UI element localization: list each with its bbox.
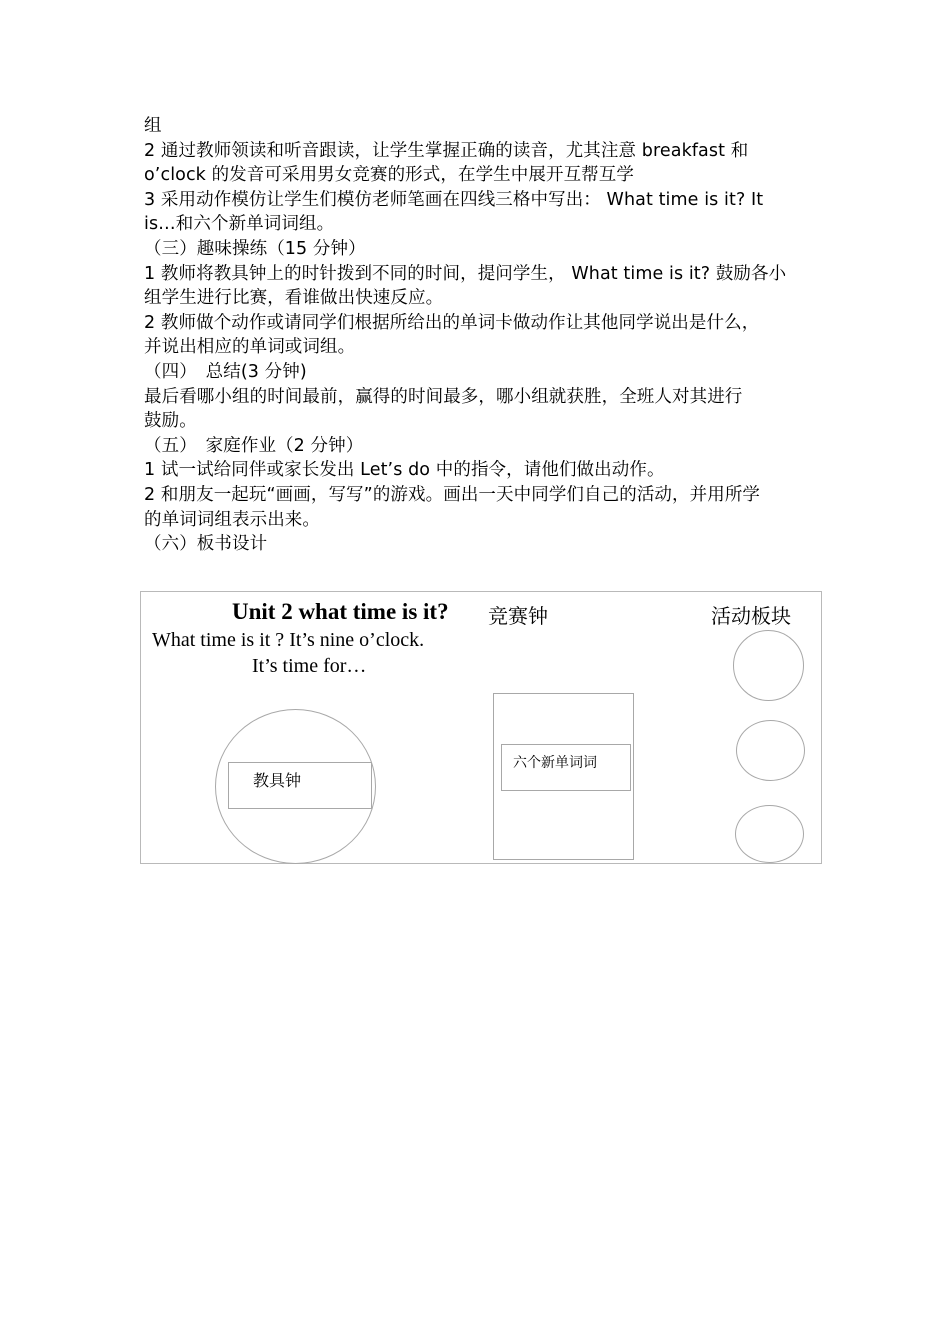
text-line: 并说出相应的单词或词组。 xyxy=(144,337,356,358)
activity-circle xyxy=(733,630,804,701)
section-heading-summary: （四） 总结(3 分钟) xyxy=(144,361,307,382)
text-line: o’clock 的发音可采用男女竞赛的形式，在学生中展开互帮互学 xyxy=(144,165,634,186)
text-line: 1 教师将教具钟上的时针拨到不同的时间，提问学生， What time is it? 鼓励各小 xyxy=(144,263,787,284)
text-line: 3 采用动作模仿让学生们模仿老师笔画在四线三格中写出： What time is it? It xyxy=(144,189,764,210)
text-line: 鼓励。 xyxy=(144,411,197,432)
text-line: 组学生进行比赛，看谁做出快速反应。 xyxy=(144,288,444,309)
section-heading-homework: （五） 家庭作业（2 分钟） xyxy=(144,435,364,456)
activity-circle xyxy=(735,805,804,863)
board-sentence-1: What time is it ? It’s nine o’clock. xyxy=(152,629,425,651)
board-title: Unit 2 what time is it? xyxy=(232,599,449,624)
text-line: 2 教师做个动作或请同学们根据所给出的单词卡做动作让其他同学说出是什么， xyxy=(144,312,760,333)
activity-section-label: 活动板块 xyxy=(711,604,791,628)
text-line: 组 xyxy=(144,116,162,136)
text-line: is…和六个新单词词组。 xyxy=(144,214,335,235)
race-clock-label: 竞赛钟 xyxy=(488,604,548,628)
new-words-label: 六个新单词词 xyxy=(513,755,597,771)
text-line: 的单词词组表示出来。 xyxy=(144,509,320,530)
section-heading-drill: （三）趣味操练（15 分钟） xyxy=(144,238,366,259)
lesson-plan-text xyxy=(144,114,824,557)
teaching-clock-label: 教具钟 xyxy=(253,771,302,790)
text-line: 最后看哪小组的时间最前，赢得的时间最多，哪小组就获胜，全班人对其进行 xyxy=(144,386,743,407)
activity-circle xyxy=(736,720,805,781)
text-line: 2 和朋友一起玩“画画，写写”的游戏。画出一天中同学们自己的活动，并用所学 xyxy=(144,484,761,505)
board-sentence-2: It’s time for… xyxy=(252,655,367,677)
blackboard-design xyxy=(140,591,822,864)
text-line: 2 通过教师领读和听音跟读，让学生掌握正确的读音，尤其注意 breakfast 和 xyxy=(144,140,749,161)
text-line: 1 试一试给同伴或家长发出 Let’s do 中的指令，请他们做出动作。 xyxy=(144,460,665,481)
section-heading-board-design: （六）板书设计 xyxy=(144,534,268,555)
